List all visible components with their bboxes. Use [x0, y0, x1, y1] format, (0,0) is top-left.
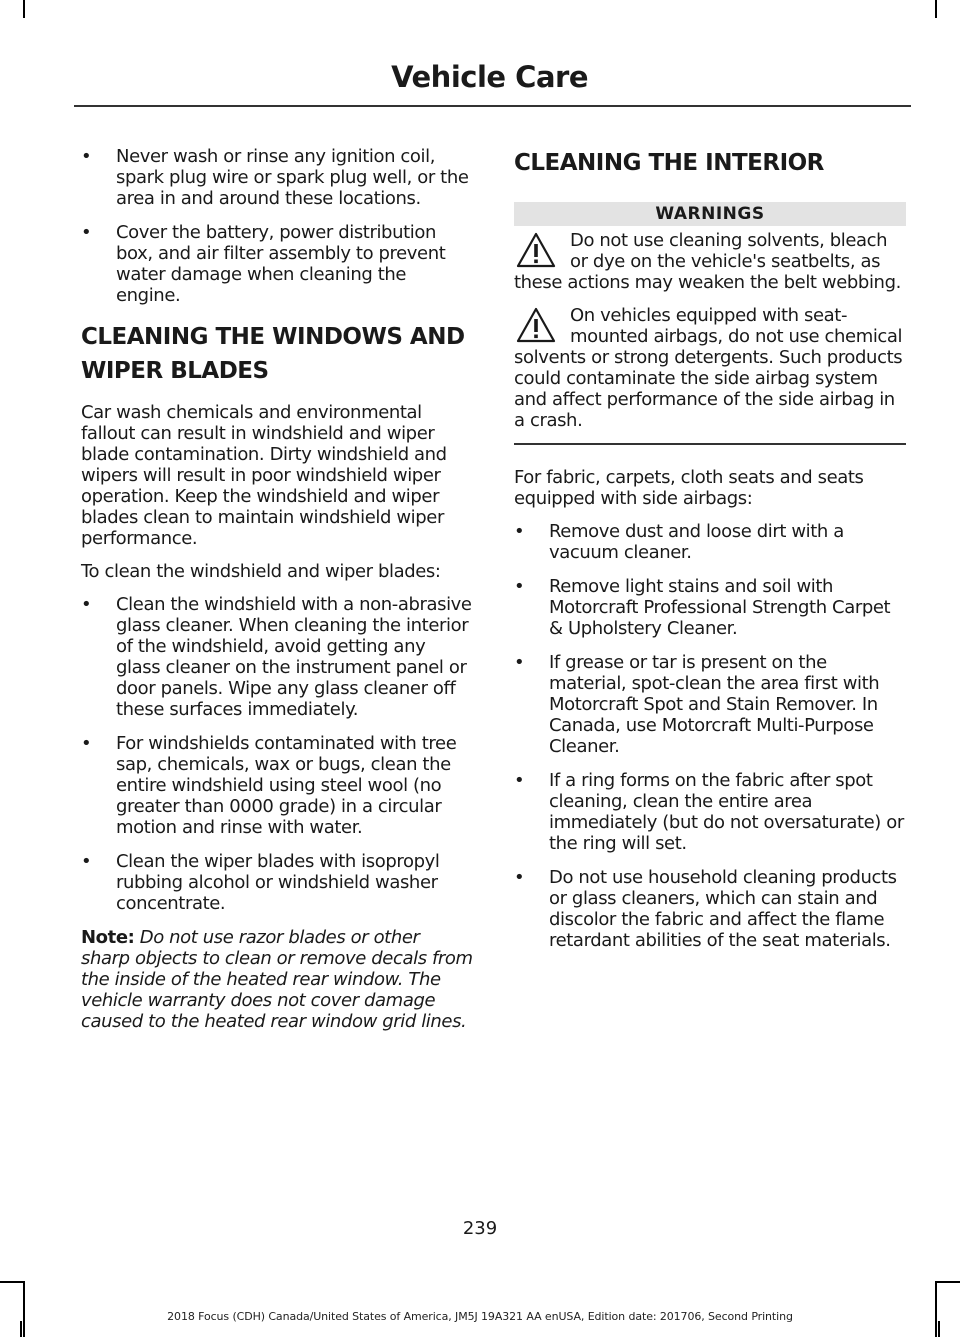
heading-line: CLEANING THE WINDOWS AND — [81, 324, 465, 350]
warnings-label: WARNINGS — [514, 202, 906, 226]
warning-item — [514, 305, 906, 431]
list-item: • Remove light stains and soil with Motorcraft Professional Strength Carpet & Upholstery Cleaner. — [514, 576, 906, 639]
crop-mark-right-corner-v — [935, 1281, 937, 1337]
heading-line: WIPER BLADES — [81, 358, 269, 384]
paragraph: For fabric, carpets, cloth seats and seats equipped with side airbags: — [514, 467, 864, 509]
warning-item — [514, 230, 906, 293]
left-column — [81, 146, 473, 1044]
list-item: • For windshields contaminated with tree sap, chemicals, wax or bugs, clean the entire windshield using steel wool (no greater than 0000 grade) in a circular motion and rinse with water. — [81, 733, 473, 838]
list-item: • If grease or tar is present on the material, spot-clean the area first with Motorcraft Spot and Stain Remover. In Canada, use Motorcraft Multi-Purpose Cleaner. — [514, 652, 906, 757]
crop-mark-top-right — [935, 0, 937, 18]
crop-mark-left-corner-h — [0, 1281, 25, 1283]
engine-cleaning-list — [81, 146, 473, 306]
paragraph: Car wash chemicals and environmental fallout can result in windshield and wiper blade contamination. Dirty windshield and wipers will result in poor windshield wiper operation. Keep the windshield and wiper blades clean to maintain windshield wiper performance. — [81, 402, 447, 549]
list-item: • Never wash or rinse any ignition coil, spark plug wire or spark plug well, or the area in and around these locations. — [81, 146, 473, 209]
warning-text: Do not use cleaning solvents, bleach or dye on the vehicle's seatbelts, as these actions may weaken the belt webbing. — [514, 230, 901, 293]
list-item: • If a ring forms on the fabric after spot cleaning, clean the entire area immediately (but do not oversaturate) or the ring will set. — [514, 770, 906, 854]
crop-mark-left-corner-v — [23, 1281, 25, 1337]
crop-mark-bottom-right — [938, 1321, 940, 1337]
warning-text: On vehicles equipped with seat-mounted airbags, do not use chemical solvents or strong detergents. Such products could contaminate the side airbag system and affect performance of the side airbag in a crash. — [514, 305, 903, 431]
warnings-divider — [514, 443, 906, 445]
list-item: • Cover the battery, power distribution box, and air filter assembly to prevent water damage when cleaning the engine. — [81, 222, 473, 306]
crop-mark-right-corner-h — [935, 1281, 960, 1283]
windshield-cleaning-list — [81, 594, 473, 914]
page-number: 239 — [462, 1218, 498, 1239]
header-divider — [74, 105, 911, 107]
paragraph: To clean the windshield and wiper blades: — [81, 561, 441, 582]
right-column — [514, 146, 906, 964]
interior-cleaning-list — [514, 521, 906, 951]
list-item: • Clean the wiper blades with isopropyl rubbing alcohol or windshield washer concentrate. — [81, 851, 473, 914]
note-text: Do not use razor blades or other sharp objects to clean or remove decals from the inside of the heated rear window. The vehicle warranty does not cover damage caused to the heated rear window grid lines. — [81, 927, 473, 1032]
note-paragraph — [81, 927, 473, 1032]
section-heading-windows — [81, 320, 473, 388]
warning-triangle-icon — [516, 307, 556, 343]
list-item: • Do not use household cleaning products or glass cleaners, which can stain and discolor the fabric and affect the flame retardant abilities of the seat materials. — [514, 867, 906, 951]
crop-mark-bottom-left — [20, 1321, 22, 1337]
list-item: • Remove dust and loose dirt with a vacuum cleaner. — [514, 521, 906, 563]
section-heading-interior: CLEANING THE INTERIOR — [514, 150, 824, 176]
footer-edition-info: 2018 Focus (CDH) Canada/United States of America, JM5J 19A321 AA enUSA, Edition date: 201706, Second Printing — [167, 1310, 793, 1323]
crop-mark-top-left — [23, 0, 25, 18]
page-header-title: Vehicle Care — [391, 60, 588, 94]
warning-triangle-icon — [516, 232, 556, 268]
list-item: • Clean the windshield with a non-abrasive glass cleaner. When cleaning the interior of the windshield, avoid getting any glass cleaner on the instrument panel or door panels. Wipe any glass cleaner off these surfaces immediately. — [81, 594, 473, 720]
note-label: Note: — [81, 927, 135, 948]
